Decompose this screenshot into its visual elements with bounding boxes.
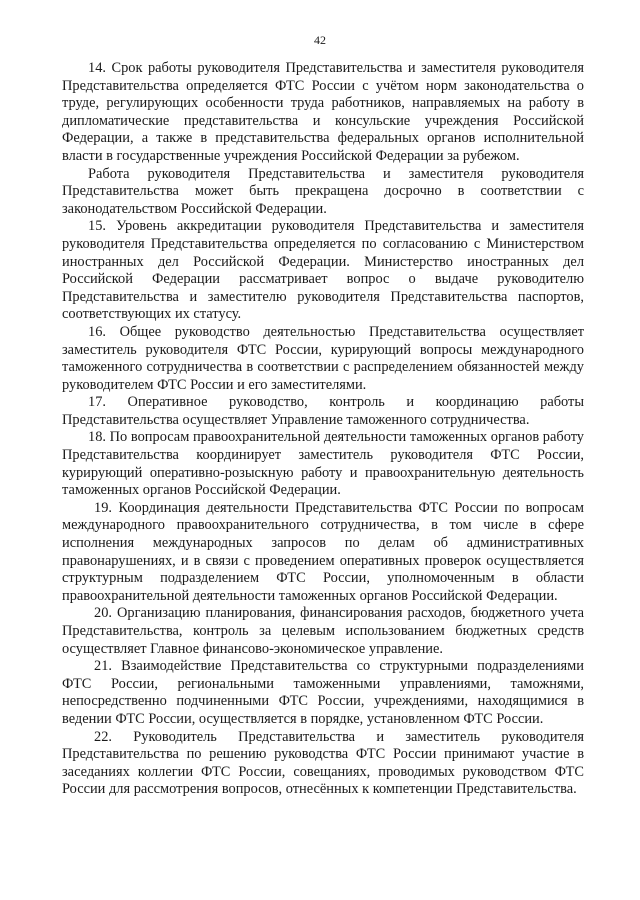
paragraph-19: 19. Координация деятельности Представительства ФТС России по вопросам международного правоохранительного сотрудничества, в том числе в сфере исполнения международных запросов по делам об административных правонарушениях, и в связи с проведением оперативных проверок осуществляется структурным подразделением ФТС России, уполномоченным в области правоохранительной деятельности таможенных органов Российской Федерации. (62, 499, 584, 604)
paragraph-20: 20. Организацию планирования, финансирования расходов, бюджетного учета Представительства, контроль за целевым использованием бюджетных средств осуществляет Главное финансово-экономическое управление. (62, 605, 584, 657)
paragraph-14: 14. Срок работы руководителя Представительства и заместителя руководителя Представительства определяется ФТС России с учётом норм законодательства о труде, регулирующих особенности труда работников, направляемых на работу в дипломатические представительства и консульские учреждения Российской Федерации, а также в представительства федеральных органов исполнительной власти в государственные учреждения Российской Федерации за рубежом. (62, 60, 584, 164)
page-number: 42 (314, 33, 326, 47)
paragraph-15: 15. Уровень аккредитации руководителя Представительства и заместителя руководителя Представительства определяется по согласованию с Министерством иностранных дел Российской Федерации. Министерство иностранных дел Российской Федерации рассматривает вопрос о выдаче руководителю Представительства и заместителю руководителя Представительства паспортов, соответствующих их статусу. (62, 218, 584, 323)
document-body (62, 60, 584, 799)
paragraph-14-continuation: Работа руководителя Представительства и заместителя руководителя Представительства может быть прекращена досрочно в соответствии с законодательством Российской Федерации. (62, 165, 584, 217)
paragraph-18: 18. По вопросам правоохранительной деятельности таможенных органов работу Представительства координирует заместитель руководителя ФТС России, курирующий оперативно-розыскную работу и правоохранительную деятельность таможенных органов Российской Федерации. (62, 429, 584, 499)
paragraph-21: 21. Взаимодействие Представительства со структурными подразделениями ФТС России, региональными таможенными управлениями, таможнями, непосредственно подчиненными ФТС России, учреждениями, находящимися в ведении ФТС России, осуществляется в порядке, установленном ФТС России. (62, 658, 584, 727)
paragraph-17: 17. Оперативное руководство, контроль и координацию работы Представительства осуществляет Управление таможенного сотрудничества. (62, 394, 584, 428)
paragraph-22: 22. Руководитель Представительства и заместитель руководителя Представительства по решению руководства ФТС России принимают участие в заседаниях коллегии ФТС России, совещаниях, проводимых руководством ФТС России для рассмотрения вопросов, отнесённых к компетенции Представительства. (62, 728, 584, 798)
paragraph-16: 16. Общее руководство деятельностью Представительства осуществляет заместитель руководителя ФТС России, курирующий вопросы международного таможенного сотрудничества в соответствии с распределением обязанностей между руководителем ФТС России и его заместителями. (62, 323, 584, 393)
